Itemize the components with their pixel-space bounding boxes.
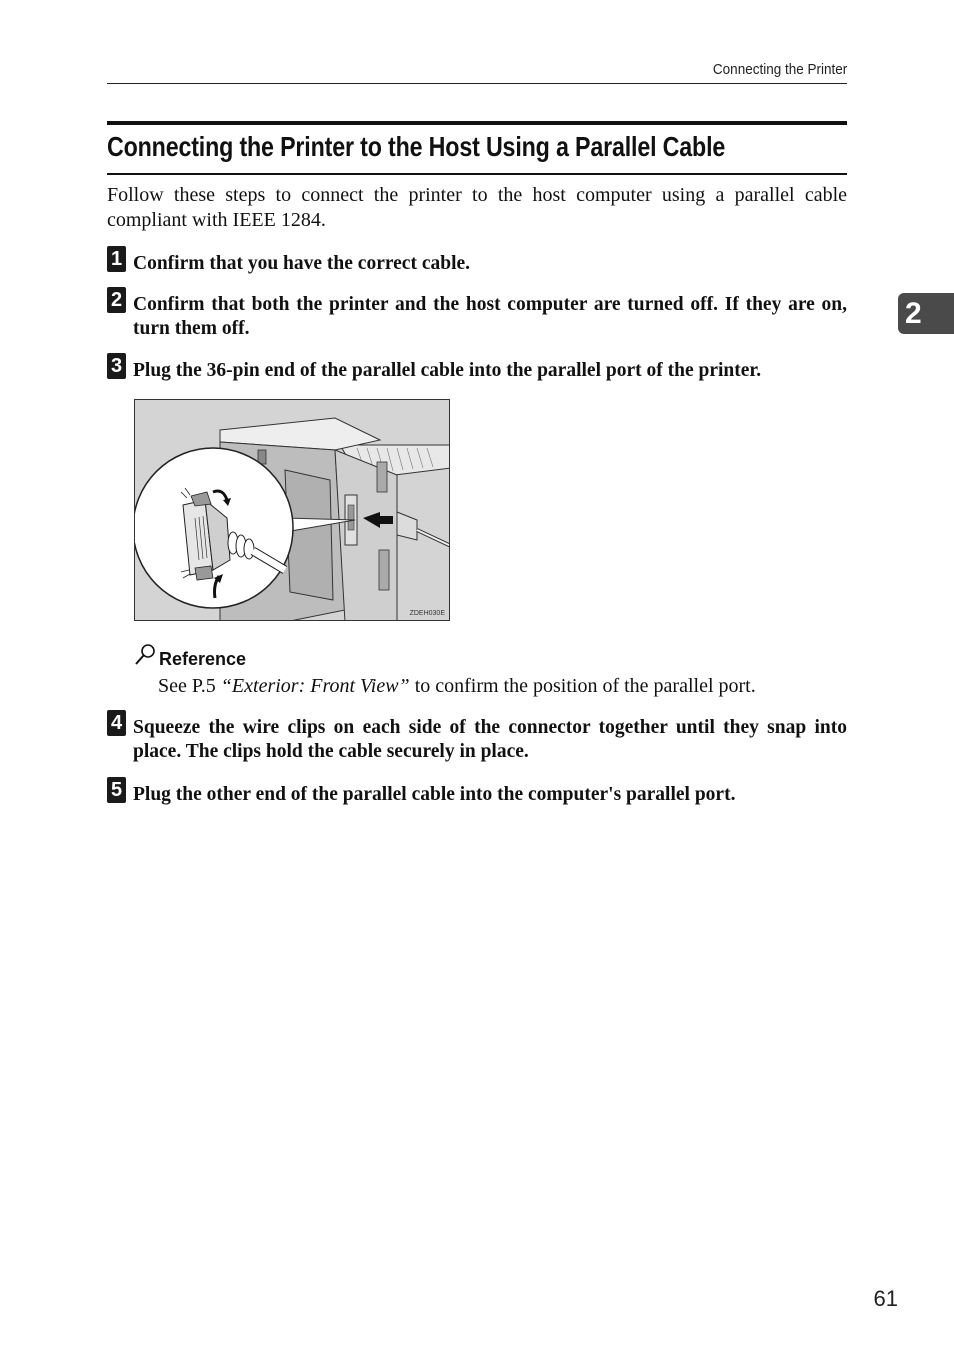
printer-parallel-port-illustration [134, 399, 450, 621]
step-number: 4 [107, 710, 126, 736]
step-text: Plug the 36-pin end of the parallel cable into the parallel port of the printer. [133, 360, 762, 381]
step-number: 1 [107, 246, 126, 272]
reference-heading [133, 641, 246, 669]
chapter-tab: 2 [898, 293, 954, 334]
reference-text [158, 674, 756, 698]
running-header: Connecting the Printer [712, 61, 847, 78]
title-rule-bottom [107, 173, 847, 175]
reference-link[interactable]: “Exterior: Front View” [220, 675, 410, 697]
reference-suffix: to confirm the position of the parallel port. [409, 675, 756, 697]
page-title: Connecting the Printer to the Host Using a Parallel Cable [107, 131, 726, 162]
step-text: Plug the other end of the parallel cable into the computer's parallel port. [133, 784, 736, 805]
figure-code: ZDEH030E [409, 610, 445, 617]
step-text: Confirm that you have the correct cable. [133, 253, 471, 274]
reference-prefix: See P.5 [158, 675, 221, 697]
magnifier-icon [133, 643, 157, 667]
header-rule [107, 83, 847, 84]
intro-paragraph: Follow these steps to connect the printer to the host computer using a parallel cable compliant with IEEE 1284. [107, 184, 847, 231]
step-number: 5 [107, 777, 126, 803]
step-text: Squeeze the wire clips on each side of the connector together until they snap into place. The clips hold the cable securely in place. [133, 717, 847, 762]
title-rule-top [107, 121, 847, 125]
step-number: 2 [107, 287, 126, 313]
reference-label: Reference [159, 649, 247, 669]
page-number: 61 [873, 1286, 898, 1311]
step-text: Confirm that both the printer and the host computer are turned off. If they are on, turn them off. [133, 294, 847, 339]
step-number: 3 [107, 353, 126, 379]
